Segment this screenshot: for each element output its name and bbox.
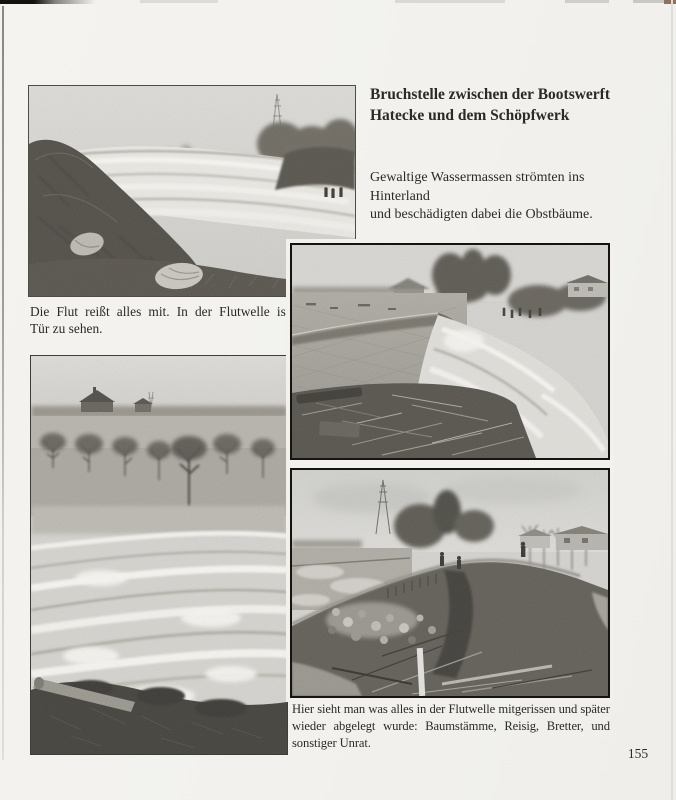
caption-line: sonstiger Unrat. [292, 736, 371, 750]
photo-flood-wave-breach-svg [292, 245, 608, 458]
intro-line: und beschädigten dabei die Obstbäume. [370, 207, 593, 222]
scan-artifact-top [633, 0, 665, 3]
scan-artifact-top [565, 0, 609, 3]
photo-flooded-orchard [30, 355, 288, 755]
section-heading [370, 84, 610, 126]
caption-line: Die Flut reißt alles mit. In der Flutwelle ist [30, 304, 290, 319]
scan-artifact-top [0, 0, 96, 4]
heading-line: Bruchstelle zwischen der Bootswerft [370, 86, 610, 103]
caption-line: Tür zu sehen. [30, 321, 103, 336]
caption-line: Hier sieht man was alles in der Flutwelle mitgerissen und später [292, 702, 610, 716]
scan-artifact-top [395, 0, 505, 3]
heading-line: Hatecke und dem Schöpfwerk [370, 107, 570, 124]
film-grain [31, 356, 287, 754]
intro-paragraph [370, 169, 646, 225]
intro-line: Gewaltige Wassermassen strömten ins Hinterland [370, 170, 585, 204]
caption-line: wieder abgelegt wurde: Baumstämme, Reisig, Bretter, und [292, 719, 610, 733]
caption-bottom-photo [292, 701, 610, 752]
photo-flood-wave-breach [290, 243, 610, 460]
photo-damaged-dike-debris-svg [292, 470, 608, 696]
scan-artifact-top [664, 0, 676, 4]
film-grain [292, 245, 608, 458]
scan-artifact-left-edge [2, 6, 4, 760]
caption-top-photo [30, 303, 319, 337]
film-grain [292, 470, 608, 696]
page-number: 155 [627, 746, 649, 761]
scan-artifact-right-edge [671, 0, 673, 800]
photo-flooded-orchard-svg [31, 356, 287, 754]
photo-damaged-dike-debris [290, 468, 610, 698]
scan-artifact-top [140, 0, 218, 3]
